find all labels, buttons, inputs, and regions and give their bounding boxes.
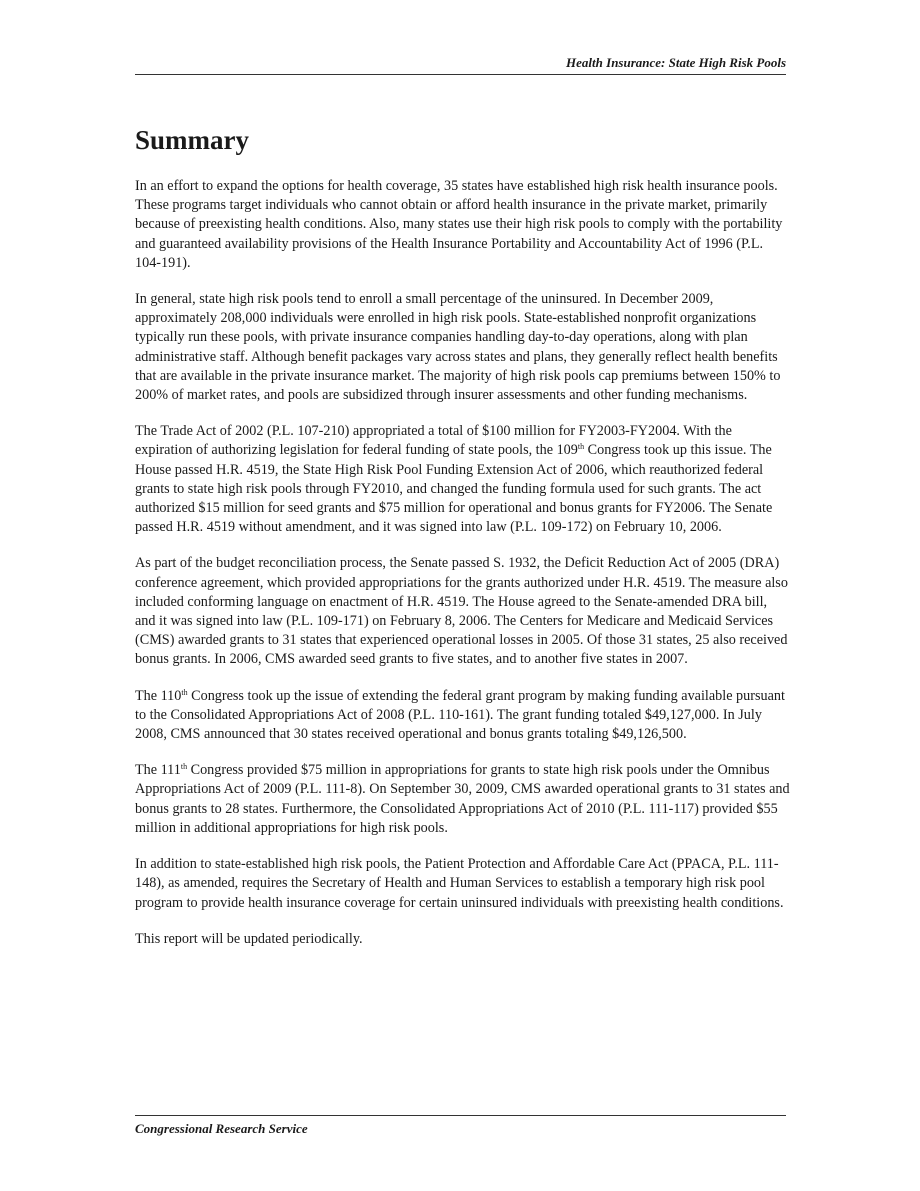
- running-header: Health Insurance: State High Risk Pools: [135, 55, 786, 75]
- paragraph: As part of the budget reconciliation process, the Senate passed S. 1932, the Deficit Reduction Act of 2005 (DRA) conference agreement, which provided appropriations for the grants authorized under H.R. 4519. The measure also included conforming language on enactment of H.R. 4519. The House agreed to the Senate-amended DRA bill, and it was signed into law (P.L. 109-171) on February 8, 2006. The Centers for Medicare and Medicaid Services (CMS) awarded grants to 31 states that experienced operational losses in 2005. Of those 31 states, 25 also received bonus grants. In 2006, CMS awarded seed grants to five states, and to another five states in 2007.: [135, 555, 788, 668]
- paragraph: In general, state high risk pools tend to enroll a small percentage of the uninsured. In December 2009, approximately 208,000 individuals were enrolled in high risk pools. State-established nonprofit organizations typically run these pools, with private insurance companies handling day-to-day operations, along with plan administrative staff. Although benefit packages vary across states and plans, they generally reflect health benefits that are available in the private insurance market. The majority of high risk pools cap premiums between 150% to 200% of market rates, and pools are subsidized through insurer assessments and other funding mechanisms.: [135, 291, 781, 404]
- paragraph-text: Congress provided $75 million in appropriations for grants to state high risk pools under the Omnibus Appropriations Act of 2009 (P.L. 111-8). On September 30, 2009, CMS awarded operational grants to 31 states and bonus grants to 28 states. Furthermore, the Consolidated Appropriations Act of 2010 (P.L. 111-117) provided $55 million in additional appropriations for high risk pools.: [135, 762, 790, 836]
- paragraph-text: The 111: [135, 762, 181, 779]
- ordinal-suffix: th: [577, 442, 585, 452]
- paragraph: In an effort to expand the options for health coverage, 35 states have established high risk health insurance pools. These programs target individuals who cannot obtain or afford health insurance in the private market, primarily because of preexisting health conditions. Also, many states use their high risk pools to comply with the portability and guaranteed availability provisions of the Health Insurance Portability and Accountability Act of 1996 (P.L. 104-191).: [135, 178, 783, 271]
- paragraph: [135, 422, 790, 537]
- paragraph-text: The 110: [135, 687, 182, 704]
- paragraph: [135, 687, 790, 745]
- paragraph: In addition to state-established high risk pools, the Patient Protection and Affordable Care Act (PPACA, P.L. 111-148), as amended, requires the Secretary of Health and Human Services to establish a temporary high risk pool program to provide health insurance coverage for certain uninsured individuals with preexisting health conditions.: [135, 856, 784, 911]
- page-title: Summary: [135, 125, 249, 155]
- paragraph-text: The Trade Act of 2002 (P.L. 107-210) appropriated a total of $100 million for FY2003-FY2004. With the expiration of authorizing legislation for federal funding of state pools, the 109: [135, 423, 732, 459]
- paragraph-text: Congress took up this issue. The House passed H.R. 4519, the State High Risk Pool Funding Extension Act of 2006, which reauthorized federal grants to state high risk pools through FY2010, and changed the funding formula used for such grants. The act authorized $15 million for seed grants and $75 million for operational and bonus grants for FY2006. The Senate passed H.R. 4519 without amendment, and it was signed into law (P.L. 109-172) on February 10, 2006.: [135, 442, 773, 536]
- ordinal-suffix: th: [181, 687, 188, 697]
- ordinal-suffix: th: [180, 762, 188, 772]
- paragraph: [135, 761, 790, 838]
- running-footer: Congressional Research Service: [135, 1115, 786, 1137]
- summary-body: [135, 177, 790, 966]
- paragraph: This report will be updated periodically.: [135, 930, 363, 947]
- paragraph-text: Congress took up the issue of extending the federal grant program by making funding available pursuant to the Consolidated Appropriations Act of 2008 (P.L. 110-161). The grant funding totaled $49,127,000. In July 2008, CMS announced that 30 states received operational and bonus grants totaling $49,126,500.: [135, 687, 785, 743]
